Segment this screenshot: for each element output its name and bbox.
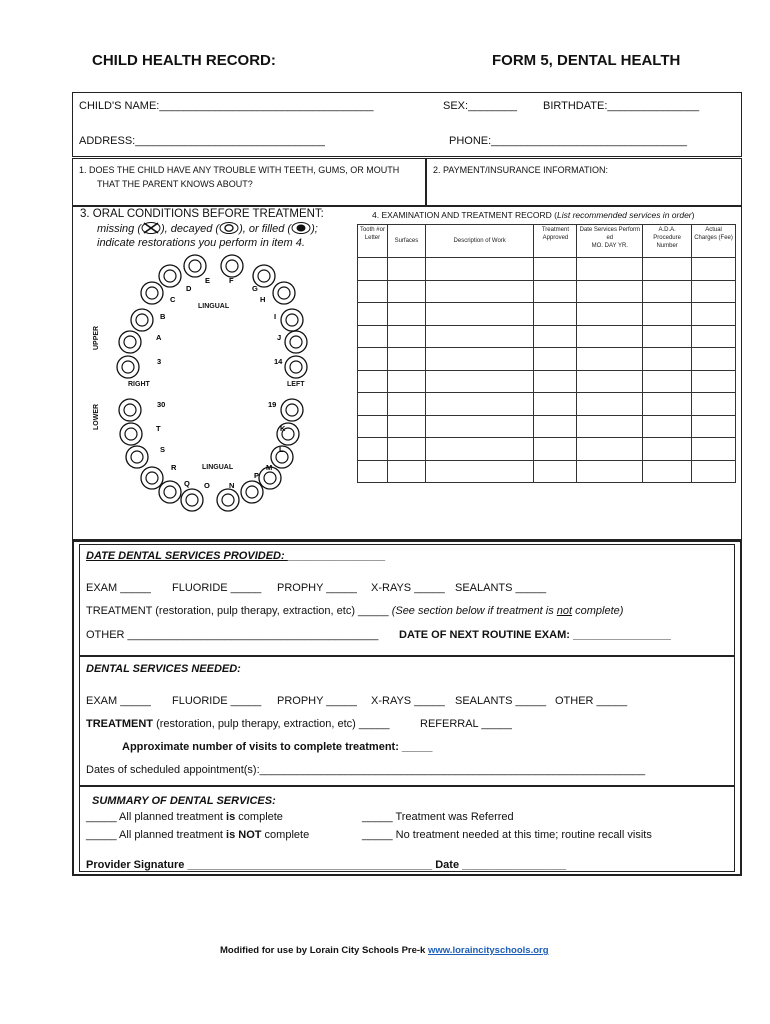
table-cell[interactable] [534,393,577,416]
table-cell[interactable] [387,258,425,281]
section-3-instruction: indicate restorations you perform in item 4. [97,237,305,249]
table-cell[interactable] [534,325,577,348]
table-cell[interactable] [577,280,643,303]
tooth-label: 19 [268,400,277,409]
provided-treatment[interactable]: TREATMENT (restoration, pulp therapy, extraction, etc) _____ (See section below if treatment is not complete) [86,605,624,617]
tooth[interactable] [159,481,181,503]
table-cell[interactable] [425,370,534,393]
table-cell[interactable] [387,393,425,416]
tooth-label: O [204,481,210,490]
summary-title: SUMMARY OF DENTAL SERVICES: [92,795,276,807]
table-cell[interactable] [425,348,534,371]
table-cell[interactable] [358,370,388,393]
tooth[interactable] [281,309,303,331]
table-cell[interactable] [534,348,577,371]
table-cell[interactable] [358,325,388,348]
table-row [358,393,736,416]
table-cell[interactable] [534,370,577,393]
table-header-row [358,225,736,258]
provided-prophy[interactable]: PROPHY _____ [277,582,357,594]
table-cell[interactable] [425,258,534,281]
table-cell[interactable] [534,303,577,326]
tooth-label: L [279,445,284,454]
tooth[interactable] [285,331,307,353]
section-1-question-line1: 1. DOES THE CHILD HAVE ANY TROUBLE WITH TEETH, GUMS, OR MOUTH [79,165,400,175]
table-cell[interactable] [387,325,425,348]
table-cell[interactable] [692,415,736,438]
services-provided-box [79,544,735,656]
table-cell[interactable] [534,258,577,281]
col-charges: Actual Charges (Fee) [692,225,736,258]
table-cell[interactable] [692,258,736,281]
tooth-label: G [252,284,258,293]
section-3-legend: missing ( ), decayed ( ), or filled ( ); [97,223,318,235]
table-row [358,258,736,281]
tooth[interactable] [120,423,142,445]
needed-sealants[interactable]: SEALANTS _____ [455,695,547,707]
tooth[interactable] [159,265,181,287]
table-cell[interactable] [387,438,425,461]
table-row [358,415,736,438]
tooth[interactable] [285,356,307,378]
provider-signature[interactable]: Provider Signature ________________________________________ Date _________________ [86,859,567,871]
tooth[interactable] [217,489,239,511]
table-cell[interactable] [692,325,736,348]
tooth-label: H [260,295,266,304]
table-cell[interactable] [692,370,736,393]
tooth[interactable] [241,481,263,503]
tooth-label: M [266,463,273,472]
table-cell[interactable] [425,393,534,416]
table-cell[interactable] [358,303,388,326]
table-cell[interactable] [577,348,643,371]
tooth-label: 30 [157,400,166,409]
table-cell[interactable] [692,393,736,416]
table-row [358,303,736,326]
table-cell[interactable] [387,370,425,393]
tooth[interactable] [181,489,203,511]
table-cell[interactable] [358,415,388,438]
tooth-label: T [156,424,161,433]
table-cell[interactable] [643,348,692,371]
col-description: Description of Work [425,225,534,258]
sex-field[interactable]: SEX:________ [443,100,518,112]
table-cell[interactable] [643,280,692,303]
table-cell[interactable] [577,258,643,281]
lingual-lower-label: LINGUAL [202,464,234,471]
table-cell[interactable] [425,460,534,483]
table-cell[interactable] [577,303,643,326]
table-cell[interactable] [692,438,736,461]
provided-title: DATE DENTAL SERVICES PROVIDED: ________________ [86,550,386,562]
needed-other[interactable]: OTHER _____ [555,695,628,707]
visits-count[interactable]: Approximate number of visits to complete treatment: _____ [122,741,433,753]
table-cell[interactable] [692,303,736,326]
tooth-label: 14 [274,357,283,366]
table-cell[interactable] [387,280,425,303]
filled-tooth-icon [291,222,311,234]
table-cell[interactable] [534,460,577,483]
table-cell[interactable] [387,460,425,483]
tooth[interactable] [273,282,295,304]
tooth-label: P [254,471,260,480]
table-cell[interactable] [643,393,692,416]
table-cell[interactable] [692,348,736,371]
table-cell[interactable] [425,415,534,438]
col-date-performed: Date Services Perform ed MO. DAY YR. [577,225,643,258]
table-cell[interactable] [358,460,388,483]
tooth-label: B [160,312,166,321]
table-cell[interactable] [358,280,388,303]
upper-label: UPPER [93,325,100,350]
tooth[interactable] [141,282,163,304]
decayed-tooth-icon [219,222,239,234]
birthdate-field[interactable]: BIRTHDATE:_______________ [543,100,700,112]
provided-exam[interactable]: EXAM _____ [86,582,151,594]
section-1-box[interactable] [72,158,426,206]
tooth[interactable] [131,309,153,331]
table-row [358,370,736,393]
col-surfaces: Surfaces [387,225,425,258]
section-3-title: 3. ORAL CONDITIONS BEFORE TREATMENT: [80,208,324,220]
summary-not-complete[interactable]: _____ All planned treatment is NOT complete [86,829,310,841]
tooth-label: S [160,445,166,454]
col-ada-number: A.D.A. Procedure Number [643,225,692,258]
table-cell[interactable] [387,348,425,371]
table-cell[interactable] [425,280,534,303]
tooth-label: 3 [157,357,162,366]
needed-title: DENTAL SERVICES NEEDED: [86,663,241,675]
table-row [358,280,736,303]
address-field[interactable]: ADDRESS:_______________________________ [79,135,325,147]
tooth-label: J [277,333,282,342]
next-exam-date[interactable]: DATE OF NEXT ROUTINE EXAM: ________________ [399,629,671,641]
table-cell[interactable] [534,280,577,303]
tooth[interactable] [117,356,139,378]
summary-referred[interactable]: _____ Treatment was Referred [362,811,514,823]
section-2-label: 2. PAYMENT/INSURANCE INFORMATION: [433,165,609,175]
tooth[interactable] [281,399,303,421]
tooth-label: D [186,284,192,293]
table-cell[interactable] [643,370,692,393]
table-cell[interactable] [577,325,643,348]
table-row [358,460,736,483]
table-cell[interactable] [692,280,736,303]
table-cell[interactable] [643,438,692,461]
tooth-label: R [171,463,177,472]
form-title: CHILD HEALTH RECORD: [92,52,276,69]
tooth-label: K [280,424,286,433]
needed-referral[interactable]: REFERRAL _____ [420,718,512,730]
table-row [358,438,736,461]
summary-complete[interactable]: _____ All planned treatment is complete [86,811,283,823]
summary-no-treatment[interactable]: _____ No treatment needed at this time; routine recall visits [362,829,652,841]
tooth-label: A [156,333,162,342]
section-4-title: 4. EXAMINATION AND TREATMENT RECORD (List recommended services in order) [372,210,695,220]
table-cell[interactable] [387,303,425,326]
table-cell[interactable] [358,258,388,281]
table-cell[interactable] [425,438,534,461]
table-cell[interactable] [643,303,692,326]
summary-box [79,786,735,872]
table-row [358,325,736,348]
table-cell[interactable] [692,460,736,483]
table-cell[interactable] [577,415,643,438]
needed-treatment[interactable]: TREATMENT (restoration, pulp therapy, extraction, etc) _____ [86,718,390,730]
table-cell[interactable] [358,348,388,371]
table-cell[interactable] [534,438,577,461]
lingual-upper-label: LINGUAL [198,303,230,310]
tooth[interactable] [119,399,141,421]
childs-name-field[interactable]: CHILD'S NAME:___________________________________ [79,100,374,112]
table-cell[interactable] [425,325,534,348]
col-treatment-approved: Treatment Approved [534,225,577,258]
table-cell[interactable] [425,303,534,326]
table-cell[interactable] [534,415,577,438]
table-cell[interactable] [643,258,692,281]
needed-prophy[interactable]: PROPHY _____ [277,695,357,707]
table-cell[interactable] [643,325,692,348]
tooth[interactable] [184,255,206,277]
provided-fluoride[interactable]: FLUORIDE _____ [172,582,262,594]
lower-label: LOWER [93,403,100,430]
col-tooth: Tooth #or Letter [358,225,388,258]
table-cell[interactable] [577,460,643,483]
tooth[interactable] [119,331,141,353]
treatment-record-table [357,224,736,483]
table-cell[interactable] [577,370,643,393]
tooth-label: I [274,312,277,321]
footer-text: Modified for use by Lorain City Schools Pre-k www.loraincityschools.org [220,945,549,956]
tooth[interactable] [221,255,243,277]
provided-other[interactable]: OTHER _________________________________________ [86,629,379,641]
table-cell[interactable] [577,393,643,416]
table-cell[interactable] [577,438,643,461]
tooth-label: F [229,276,234,285]
tooth-label: C [170,295,176,304]
table-cell[interactable] [358,438,388,461]
tooth-label: N [229,481,235,490]
section-1-question-line2: THAT THE PARENT KNOWS ABOUT? [97,179,253,189]
form-subtitle: FORM 5, DENTAL HEALTH [492,52,681,69]
tooth-chart [74,250,364,538]
phone-field[interactable]: PHONE:________________________________ [449,135,687,147]
tooth-label: E [205,276,211,285]
section-2-box[interactable] [426,158,742,206]
tooth[interactable] [141,467,163,489]
table-cell[interactable] [643,415,692,438]
info-box [72,92,742,157]
table-cell[interactable] [643,460,692,483]
provided-xrays[interactable]: X-RAYS _____ [371,582,445,594]
tooth[interactable] [126,446,148,468]
table-row [358,348,736,371]
missing-tooth-icon [141,222,161,234]
table-cell[interactable] [387,415,425,438]
left-label: LEFT [287,381,305,388]
scheduled-appointments[interactable]: Dates of scheduled appointment(s):_______________________________________________________________ [86,764,646,776]
services-needed-box [79,656,735,786]
footer-link[interactable]: www.loraincityschools.org [427,945,549,956]
provided-sealants[interactable]: SEALANTS _____ [455,582,547,594]
tooth-label: Q [184,479,190,488]
right-label: RIGHT [128,381,150,388]
needed-xrays[interactable]: X-RAYS _____ [371,695,445,707]
table-cell[interactable] [358,393,388,416]
needed-fluoride[interactable]: FLUORIDE _____ [172,695,262,707]
needed-exam[interactable]: EXAM _____ [86,695,151,707]
